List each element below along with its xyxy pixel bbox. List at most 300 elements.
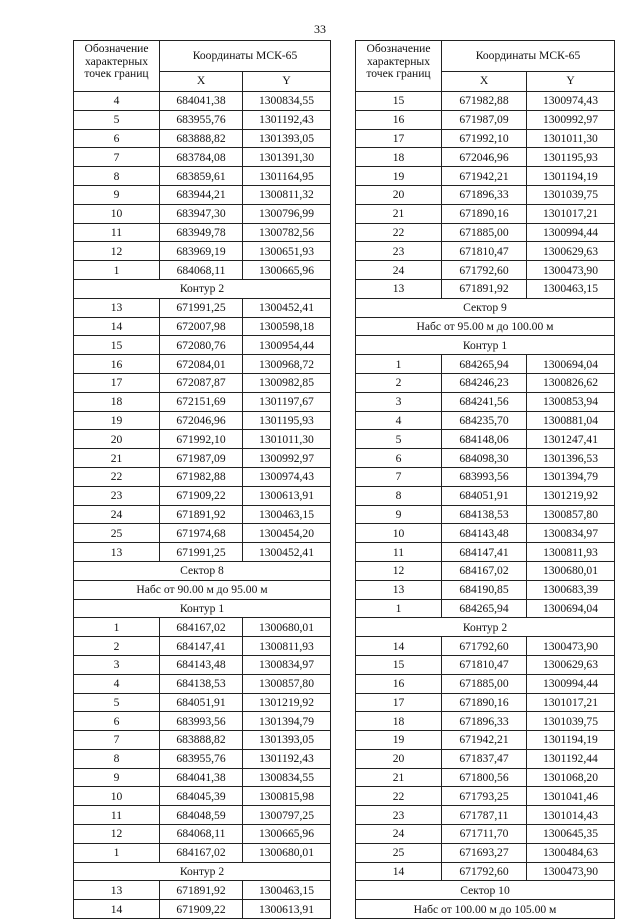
y-coordinate-cell: 1301192,43 (243, 110, 331, 129)
y-coordinate-cell: 1300782,56 (243, 223, 331, 242)
table-row (74, 185, 331, 204)
x-coordinate-cell: 683784,08 (160, 148, 243, 167)
section-label: Контур 2 (74, 279, 331, 298)
y-coordinate-cell: 1300665,96 (243, 261, 331, 280)
point-number-cell: 1 (356, 355, 442, 374)
y-coordinate-cell: 1301192,43 (243, 749, 331, 768)
x-coordinate-cell: 684098,30 (442, 449, 527, 468)
y-coordinate-cell: 1301247,41 (527, 430, 615, 449)
y-coordinate-cell: 1300680,01 (527, 561, 615, 580)
header-x: X (442, 72, 527, 92)
table-row (74, 900, 331, 919)
point-number-cell: 18 (356, 148, 442, 167)
point-number-cell: 21 (356, 768, 442, 787)
point-number-cell: 7 (356, 467, 442, 486)
x-coordinate-cell: 671800,56 (442, 768, 527, 787)
x-coordinate-cell: 684167,02 (160, 618, 243, 637)
coordinates-table-left (73, 40, 331, 919)
table-row (74, 298, 331, 317)
point-number-cell: 2 (356, 373, 442, 392)
table-row (356, 204, 615, 223)
y-coordinate-cell: 1300954,44 (243, 336, 331, 355)
point-number-cell: 10 (74, 204, 160, 223)
x-coordinate-cell: 671991,25 (160, 298, 243, 317)
point-number-cell: 17 (356, 693, 442, 712)
section-row (74, 561, 331, 580)
section-row (356, 618, 615, 637)
table-row (74, 712, 331, 731)
table-row (74, 411, 331, 430)
x-coordinate-cell: 671974,68 (160, 524, 243, 543)
y-coordinate-cell: 1301394,79 (527, 467, 615, 486)
table-row (74, 505, 331, 524)
table-row (356, 749, 615, 768)
table-row (356, 524, 615, 543)
x-coordinate-cell: 672087,87 (160, 373, 243, 392)
x-coordinate-cell: 683888,82 (160, 731, 243, 750)
point-number-cell: 18 (74, 392, 160, 411)
section-row (74, 862, 331, 881)
point-number-cell: 14 (74, 900, 160, 919)
point-number-cell: 4 (74, 674, 160, 693)
table-row (356, 430, 615, 449)
table-row (74, 825, 331, 844)
point-number-cell: 16 (74, 355, 160, 374)
y-coordinate-cell: 1301192,44 (527, 749, 615, 768)
y-coordinate-cell: 1301391,30 (243, 148, 331, 167)
table-row (356, 561, 615, 580)
x-coordinate-cell: 683859,61 (160, 167, 243, 186)
point-number-cell: 22 (356, 787, 442, 806)
x-coordinate-cell: 671711,70 (442, 825, 527, 844)
x-coordinate-cell: 671793,25 (442, 787, 527, 806)
section-label: Контур 1 (356, 336, 615, 355)
point-number-cell: 1 (356, 599, 442, 618)
point-number-cell: 13 (74, 543, 160, 562)
table-row (74, 749, 331, 768)
x-coordinate-cell: 683955,76 (160, 110, 243, 129)
y-coordinate-cell: 1301393,05 (243, 731, 331, 750)
y-coordinate-cell: 1300598,18 (243, 317, 331, 336)
x-coordinate-cell: 684048,59 (160, 806, 243, 825)
point-number-cell: 13 (356, 279, 442, 298)
section-row (74, 580, 331, 599)
x-coordinate-cell: 683993,56 (160, 712, 243, 731)
table-row (74, 110, 331, 129)
x-coordinate-cell: 684051,91 (442, 486, 527, 505)
table-row (74, 768, 331, 787)
table-row (356, 843, 615, 862)
section-label: Контур 2 (74, 862, 331, 881)
table-row (74, 467, 331, 486)
x-coordinate-cell: 683955,76 (160, 749, 243, 768)
x-coordinate-cell: 684041,38 (160, 768, 243, 787)
point-number-cell: 23 (356, 806, 442, 825)
table-row (74, 317, 331, 336)
x-coordinate-cell: 671885,00 (442, 223, 527, 242)
table-row (74, 618, 331, 637)
y-coordinate-cell: 1300992,97 (243, 449, 331, 468)
section-row (356, 298, 615, 317)
section-row (356, 881, 615, 900)
header-coordinates: Координаты МСК-65 (442, 41, 615, 72)
point-number-cell: 25 (356, 843, 442, 862)
point-number-cell: 22 (356, 223, 442, 242)
x-coordinate-cell: 671885,00 (442, 674, 527, 693)
x-coordinate-cell: 683888,82 (160, 129, 243, 148)
table-row (74, 655, 331, 674)
y-coordinate-cell: 1300994,44 (527, 674, 615, 693)
y-coordinate-cell: 1301195,93 (527, 148, 615, 167)
x-coordinate-cell: 684265,94 (442, 355, 527, 374)
section-label: Набс от 95.00 м до 100.00 м (356, 317, 615, 336)
x-coordinate-cell: 671792,60 (442, 637, 527, 656)
y-coordinate-cell: 1300694,04 (527, 599, 615, 618)
table-row (356, 411, 615, 430)
point-number-cell: 20 (356, 749, 442, 768)
y-coordinate-cell: 1300797,25 (243, 806, 331, 825)
point-number-cell: 18 (356, 712, 442, 731)
point-number-cell: 6 (74, 129, 160, 148)
page-number: 33 (314, 22, 326, 36)
table-row (74, 806, 331, 825)
point-number-cell: 23 (356, 242, 442, 261)
table-row (74, 787, 331, 806)
table-row (356, 355, 615, 374)
x-coordinate-cell: 672007,98 (160, 317, 243, 336)
header-designation: Обозначение характерных точек границ (356, 41, 442, 92)
y-coordinate-cell: 1301194,19 (527, 167, 615, 186)
table-row (74, 223, 331, 242)
table-row (74, 373, 331, 392)
y-coordinate-cell: 1300665,96 (243, 825, 331, 844)
y-coordinate-cell: 1300454,20 (243, 524, 331, 543)
table-row (356, 129, 615, 148)
table-row (74, 881, 331, 900)
point-number-cell: 12 (74, 242, 160, 261)
table-row (356, 787, 615, 806)
y-coordinate-cell: 1300994,44 (527, 223, 615, 242)
y-coordinate-cell: 1300796,99 (243, 204, 331, 223)
table-row (74, 336, 331, 355)
table-row (74, 392, 331, 411)
y-coordinate-cell: 1300834,97 (243, 655, 331, 674)
table-row (356, 580, 615, 599)
point-number-cell: 25 (74, 524, 160, 543)
x-coordinate-cell: 671987,09 (442, 110, 527, 129)
point-number-cell: 21 (74, 449, 160, 468)
x-coordinate-cell: 684068,11 (160, 825, 243, 844)
x-coordinate-cell: 671810,47 (442, 242, 527, 261)
table-row (356, 543, 615, 562)
x-coordinate-cell: 671792,60 (442, 261, 527, 280)
point-number-cell: 5 (74, 110, 160, 129)
table-row (356, 92, 615, 111)
y-coordinate-cell: 1300815,98 (243, 787, 331, 806)
table-row (74, 92, 331, 111)
point-number-cell: 20 (356, 185, 442, 204)
table-row (74, 693, 331, 712)
x-coordinate-cell: 671890,16 (442, 693, 527, 712)
y-coordinate-cell: 1301396,53 (527, 449, 615, 468)
table-row (356, 862, 615, 881)
table-row (356, 806, 615, 825)
table-row (356, 637, 615, 656)
x-coordinate-cell: 684041,38 (160, 92, 243, 111)
point-number-cell: 7 (74, 148, 160, 167)
x-coordinate-cell: 671942,21 (442, 731, 527, 750)
point-number-cell: 15 (74, 336, 160, 355)
table-row (356, 185, 615, 204)
section-row (74, 279, 331, 298)
table-row (356, 148, 615, 167)
table-row (356, 712, 615, 731)
table-row (74, 843, 331, 862)
x-coordinate-cell: 671693,27 (442, 843, 527, 862)
table-row (74, 486, 331, 505)
y-coordinate-cell: 1301011,30 (527, 129, 615, 148)
y-coordinate-cell: 1300834,55 (243, 92, 331, 111)
x-coordinate-cell: 671987,09 (160, 449, 243, 468)
section-label: Контур 2 (356, 618, 615, 637)
point-number-cell: 17 (356, 129, 442, 148)
y-coordinate-cell: 1300463,15 (527, 279, 615, 298)
section-label: Сектор 10 (356, 881, 615, 900)
header-y: Y (527, 72, 615, 92)
section-label: Контур 1 (74, 599, 331, 618)
table-row (356, 279, 615, 298)
table-row (356, 223, 615, 242)
table-row (356, 486, 615, 505)
table-row (356, 693, 615, 712)
point-number-cell: 8 (74, 749, 160, 768)
x-coordinate-cell: 671896,33 (442, 185, 527, 204)
table-row (74, 261, 331, 280)
x-coordinate-cell: 684138,53 (160, 674, 243, 693)
y-coordinate-cell: 1301039,75 (527, 712, 615, 731)
header-coordinates: Координаты МСК-65 (160, 41, 331, 72)
y-coordinate-cell: 1300452,41 (243, 298, 331, 317)
point-number-cell: 7 (74, 731, 160, 750)
x-coordinate-cell: 683969,19 (160, 242, 243, 261)
table-row (74, 129, 331, 148)
x-coordinate-cell: 684246,23 (442, 373, 527, 392)
x-coordinate-cell: 671787,11 (442, 806, 527, 825)
x-coordinate-cell: 672151,69 (160, 392, 243, 411)
y-coordinate-cell: 1301014,43 (527, 806, 615, 825)
point-number-cell: 19 (356, 167, 442, 186)
point-number-cell: 6 (74, 712, 160, 731)
table-row (74, 242, 331, 261)
y-coordinate-cell: 1300473,90 (527, 862, 615, 881)
x-coordinate-cell: 684147,41 (442, 543, 527, 562)
point-number-cell: 24 (74, 505, 160, 524)
table-row (356, 505, 615, 524)
x-coordinate-cell: 671982,88 (442, 92, 527, 111)
section-row (356, 317, 615, 336)
x-coordinate-cell: 684138,53 (442, 505, 527, 524)
point-number-cell: 17 (74, 373, 160, 392)
x-coordinate-cell: 672084,01 (160, 355, 243, 374)
point-number-cell: 15 (356, 655, 442, 674)
x-coordinate-cell: 684265,94 (442, 599, 527, 618)
y-coordinate-cell: 1300834,55 (243, 768, 331, 787)
header-x: X (160, 72, 243, 92)
x-coordinate-cell: 684147,41 (160, 637, 243, 656)
y-coordinate-cell: 1301219,92 (527, 486, 615, 505)
point-number-cell: 13 (74, 298, 160, 317)
coordinates-table-right (355, 40, 615, 919)
y-coordinate-cell: 1301164,95 (243, 167, 331, 186)
point-number-cell: 4 (74, 92, 160, 111)
y-coordinate-cell: 1301017,21 (527, 693, 615, 712)
x-coordinate-cell: 671992,10 (442, 129, 527, 148)
point-number-cell: 8 (356, 486, 442, 505)
x-coordinate-cell: 671982,88 (160, 467, 243, 486)
point-number-cell: 6 (356, 449, 442, 468)
y-coordinate-cell: 1301017,21 (527, 204, 615, 223)
point-number-cell: 13 (356, 580, 442, 599)
section-label: Набс от 90.00 м до 95.00 м (74, 580, 331, 599)
table-row (74, 167, 331, 186)
table-row (74, 524, 331, 543)
x-coordinate-cell: 684148,06 (442, 430, 527, 449)
point-number-cell: 10 (74, 787, 160, 806)
point-number-cell: 4 (356, 411, 442, 430)
table-row (356, 599, 615, 618)
table-row (74, 674, 331, 693)
point-number-cell: 14 (356, 637, 442, 656)
point-number-cell: 22 (74, 467, 160, 486)
table-row (74, 543, 331, 562)
x-coordinate-cell: 684045,39 (160, 787, 243, 806)
table-row (356, 373, 615, 392)
y-coordinate-cell: 1300811,93 (243, 637, 331, 656)
point-number-cell: 3 (356, 392, 442, 411)
table-row (356, 167, 615, 186)
point-number-cell: 8 (74, 167, 160, 186)
y-coordinate-cell: 1300452,41 (243, 543, 331, 562)
point-number-cell: 9 (74, 185, 160, 204)
section-row (74, 599, 331, 618)
x-coordinate-cell: 683944,21 (160, 185, 243, 204)
section-row (356, 336, 615, 355)
point-number-cell: 19 (356, 731, 442, 750)
y-coordinate-cell: 1300982,85 (243, 373, 331, 392)
point-number-cell: 15 (356, 92, 442, 111)
x-coordinate-cell: 672046,96 (442, 148, 527, 167)
y-coordinate-cell: 1300651,93 (243, 242, 331, 261)
y-coordinate-cell: 1301039,75 (527, 185, 615, 204)
point-number-cell: 11 (74, 223, 160, 242)
y-coordinate-cell: 1300645,35 (527, 825, 615, 844)
y-coordinate-cell: 1300463,15 (243, 881, 331, 900)
x-coordinate-cell: 671992,10 (160, 430, 243, 449)
y-coordinate-cell: 1300463,15 (243, 505, 331, 524)
x-coordinate-cell: 671891,92 (160, 881, 243, 900)
table-row (356, 655, 615, 674)
x-coordinate-cell: 684190,85 (442, 580, 527, 599)
y-coordinate-cell: 1300680,01 (243, 618, 331, 637)
point-number-cell: 10 (356, 524, 442, 543)
x-coordinate-cell: 672046,96 (160, 411, 243, 430)
table-row (356, 674, 615, 693)
y-coordinate-cell: 1300857,80 (527, 505, 615, 524)
y-coordinate-cell: 1300881,04 (527, 411, 615, 430)
x-coordinate-cell: 671896,33 (442, 712, 527, 731)
y-coordinate-cell: 1300811,93 (527, 543, 615, 562)
y-coordinate-cell: 1301195,93 (243, 411, 331, 430)
y-coordinate-cell: 1300992,97 (527, 110, 615, 129)
point-number-cell: 20 (74, 430, 160, 449)
table-body-left (74, 92, 331, 919)
y-coordinate-cell: 1301194,19 (527, 731, 615, 750)
y-coordinate-cell: 1301394,79 (243, 712, 331, 731)
table-row (356, 825, 615, 844)
y-coordinate-cell: 1300473,90 (527, 637, 615, 656)
table-row (74, 637, 331, 656)
x-coordinate-cell: 684235,70 (442, 411, 527, 430)
x-coordinate-cell: 671909,22 (160, 486, 243, 505)
x-coordinate-cell: 683949,78 (160, 223, 243, 242)
x-coordinate-cell: 671891,92 (442, 279, 527, 298)
table-row (74, 449, 331, 468)
table-row (356, 242, 615, 261)
table-row (356, 467, 615, 486)
table-row (74, 430, 331, 449)
point-number-cell: 5 (74, 693, 160, 712)
table-row (356, 110, 615, 129)
point-number-cell: 19 (74, 411, 160, 430)
point-number-cell: 9 (74, 768, 160, 787)
y-coordinate-cell: 1300484,63 (527, 843, 615, 862)
point-number-cell: 9 (356, 505, 442, 524)
y-coordinate-cell: 1301219,92 (243, 693, 331, 712)
y-coordinate-cell: 1300968,72 (243, 355, 331, 374)
y-coordinate-cell: 1301041,46 (527, 787, 615, 806)
y-coordinate-cell: 1300853,94 (527, 392, 615, 411)
x-coordinate-cell: 672080,76 (160, 336, 243, 355)
x-coordinate-cell: 671792,60 (442, 862, 527, 881)
y-coordinate-cell: 1300629,63 (527, 655, 615, 674)
point-number-cell: 16 (356, 674, 442, 693)
point-number-cell: 21 (356, 204, 442, 223)
y-coordinate-cell: 1301197,67 (243, 392, 331, 411)
point-number-cell: 2 (74, 637, 160, 656)
y-coordinate-cell: 1301068,20 (527, 768, 615, 787)
x-coordinate-cell: 684143,48 (442, 524, 527, 543)
table-row (356, 392, 615, 411)
x-coordinate-cell: 684241,56 (442, 392, 527, 411)
section-label: Сектор 9 (356, 298, 615, 317)
point-number-cell: 14 (74, 317, 160, 336)
point-number-cell: 1 (74, 843, 160, 862)
table-row (74, 731, 331, 750)
header-designation: Обозначение характерных точек границ (74, 41, 160, 92)
table-row (74, 148, 331, 167)
y-coordinate-cell: 1300811,32 (243, 185, 331, 204)
point-number-cell: 12 (356, 561, 442, 580)
y-coordinate-cell: 1300826,62 (527, 373, 615, 392)
table-row (356, 731, 615, 750)
y-coordinate-cell: 1301011,30 (243, 430, 331, 449)
point-number-cell: 23 (74, 486, 160, 505)
point-number-cell: 5 (356, 430, 442, 449)
y-coordinate-cell: 1301393,05 (243, 129, 331, 148)
y-coordinate-cell: 1300683,39 (527, 580, 615, 599)
x-coordinate-cell: 671837,47 (442, 749, 527, 768)
point-number-cell: 3 (74, 655, 160, 674)
